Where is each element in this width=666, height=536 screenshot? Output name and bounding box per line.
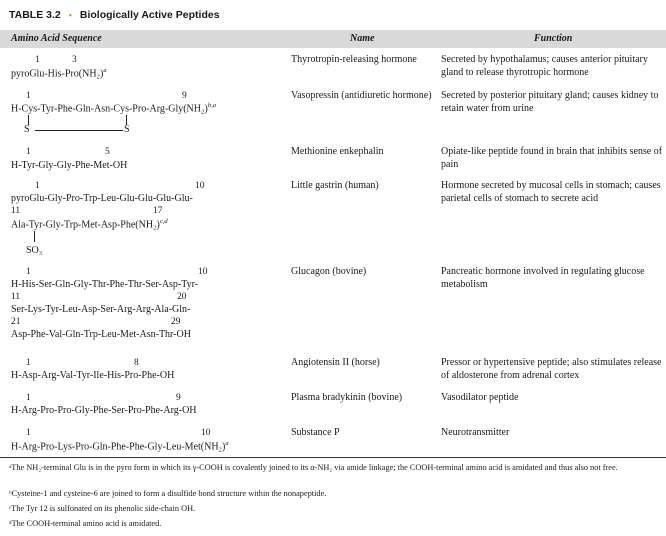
residue-number: 1 xyxy=(26,267,31,277)
peptide-function: Secreted by posterior pituitary gland; causes kidney to retain water from urine xyxy=(441,90,659,114)
peptide-sequence: pyroGlu-Gly-Pro-Trp-Leu-Glu-Glu-Glu-Glu- xyxy=(11,193,193,204)
residue-number: 9 xyxy=(182,91,187,101)
bond-sulfur-label: S xyxy=(124,124,130,135)
peptide-function: Hormone secreted by mucosal cells in stomach; causes parietal cells of stomach to secrete acid xyxy=(441,180,661,204)
sulfonate-bond-line xyxy=(34,231,35,242)
residue-number: 1 xyxy=(35,55,40,65)
disulfide-bond-line xyxy=(35,130,123,131)
peptide-name: Glucagon (bovine) xyxy=(291,266,367,277)
residue-number: 1 xyxy=(26,428,31,438)
peptide-name: Little gastrin (human) xyxy=(291,180,379,191)
peptide-sequence: Ala-$Tyr-Gly-Trp-Met-Asp-Phe(NH_2)^{c,d}$ xyxy=(11,218,168,231)
residue-number: 1 xyxy=(35,181,40,191)
footnote-b: ᵇCysteine-1 and cysteine-6 are joined to form a disulfide bond structure within the nonapeptide. xyxy=(9,489,327,498)
peptide-function: Pressor or hypertensive peptide; also stimulates release of aldosterone from adrenal cortex xyxy=(441,357,662,381)
peptide-sequence: $H-Cys-Tyr-Phe-Gln-Asn-Cys-Pro-Arg-Gly(NH_2)^{b,a}$ xyxy=(11,102,216,115)
column-header-function: Function xyxy=(534,33,573,44)
peptide-name: Vasopressin (antidiuretic hormone) xyxy=(291,90,432,101)
residue-number: 10 xyxy=(198,267,208,277)
peptide-name: Plasma bradykinin (bovine) xyxy=(291,392,403,403)
peptide-sequence: Ser-Lys-Tyr-Leu-Asp-Ser-Arg-Arg-Ala-Gln- xyxy=(11,304,191,315)
table-caption: Biologically Active Peptides xyxy=(79,9,220,21)
sulfonate-group: SO₃ xyxy=(26,245,43,256)
column-header-name: Name xyxy=(350,33,375,44)
residue-number: 20 xyxy=(177,292,187,302)
footnote-d: ᵈThe COOH-terminal amino acid is amidated. xyxy=(9,519,162,528)
peptide-name: Methionine enkephalin xyxy=(291,146,384,157)
residue-number: 10 xyxy=(195,181,205,191)
residue-number: 17 xyxy=(153,206,163,216)
table-header xyxy=(0,30,666,48)
residue-number: 5 xyxy=(105,147,110,157)
residue-number: 1 xyxy=(26,358,31,368)
peptide-function: Vasodilator peptide xyxy=(441,392,519,403)
residue-number: 8 xyxy=(134,358,139,368)
peptide-sequence: H-His-Ser-Gln-Gly-Thr-Phe-Thr-Ser-Asp-Tyr- xyxy=(11,279,199,290)
peptide-name: Substance P xyxy=(291,427,340,438)
bond-sulfur-label: S xyxy=(24,124,30,135)
title-bullet: • xyxy=(68,10,72,20)
peptide-sequence: $H-Arg-Pro-Lys-Pro-Gln-Phe-Phe-Gly-Leu-Met(NH_2)^a$ xyxy=(11,440,229,453)
peptide-function: Secreted by hypothalamus; causes anterior pituitary gland to release thyrotropic hormone xyxy=(441,54,648,78)
table-label: TABLE 3.2 xyxy=(9,9,61,21)
residue-number: 9 xyxy=(176,393,181,403)
residue-number: 29 xyxy=(171,317,181,327)
peptide-function: Neurotransmitter xyxy=(441,427,510,438)
peptide-sequence: H-Tyr-Gly-Gly-Phe-Met-OH xyxy=(11,160,128,171)
peptide-name: Thyrotropin-releasing hormone xyxy=(291,54,417,65)
peptide-sequence: H-Arg-Pro-Pro-Gly-Phe-Ser-Pro-Phe-Arg-OH xyxy=(11,405,197,416)
peptide-function: Pancreatic hormone involved in regulating glucose metabolism xyxy=(441,266,645,290)
footnote-a: ᵃThe NH₂-terminal Glu is in the pyro form in which its γ-COOH is covalently joined to its α-NH₂ via amide linkage; the COOH-terminal amino acid is amidated and thus also not free. xyxy=(9,463,618,472)
peptide-sequence: H-Asp-Arg-Val-Tyr-Ile-His-Pro-Phe-OH xyxy=(11,370,175,381)
residue-number: 1 xyxy=(26,91,31,101)
residue-number: 21 xyxy=(11,317,21,327)
peptide-sequence: pyroGlu-$His-Pro(NH_2)^a$ xyxy=(11,67,107,80)
residue-number: 11 xyxy=(11,206,21,216)
table-title xyxy=(9,6,220,24)
peptide-sequence: Asp-Phe-Val-Gln-Trp-Leu-Met-Asn-Thr-OH xyxy=(11,329,191,340)
residue-number: 10 xyxy=(201,428,211,438)
peptide-function: Opiate-like peptide found in brain that inhibits sense of pain xyxy=(441,146,663,170)
column-header-sequence: Amino Acid Sequence xyxy=(11,33,102,44)
peptide-name: Angiotensin II (horse) xyxy=(291,357,380,368)
residue-number: 1 xyxy=(26,147,31,157)
table-bottom-rule xyxy=(0,457,666,458)
residue-number: 11 xyxy=(11,292,21,302)
residue-number: 3 xyxy=(72,55,77,65)
residue-number: 1 xyxy=(26,393,31,403)
footnote-c: ᶜThe Tyr 12 is sulfonated on its phenolic side-chain OH. xyxy=(9,504,196,513)
